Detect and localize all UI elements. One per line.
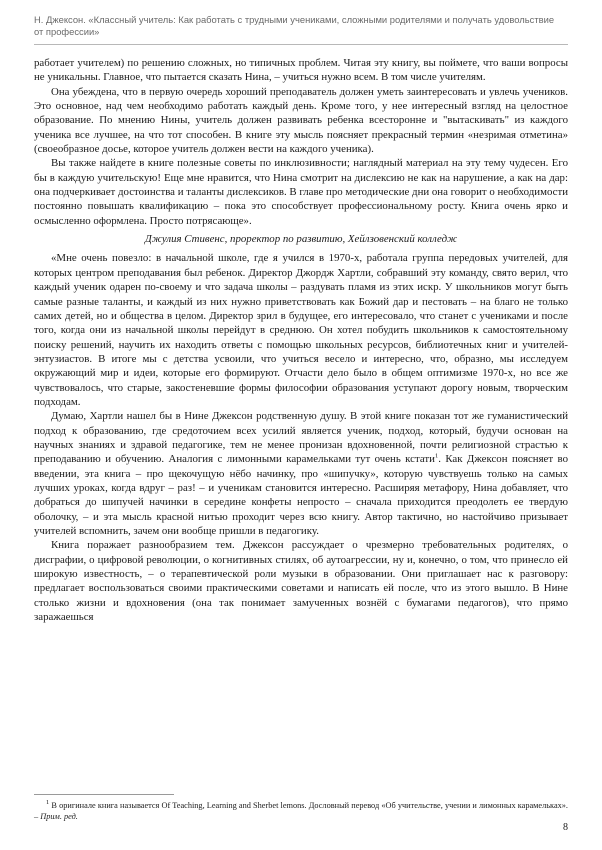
- footnote-mark: 1: [46, 799, 50, 807]
- review-attribution: Джулия Стивенс, проректор по развитию, Хейлзовенский колледж: [144, 233, 458, 246]
- paragraph-text: . Как Джексон поясняет во введении, эта книга – про щекочущую нёбо начинку, про «шипучку», которую чувствуешь только на самых лучших уроках, когда вдруг – раз! – и ученикам становится интересно. Расширяя метафору, Нина добавляет, что добраться до шипучей начинки в середине конфеты непросто – сначала приходится преодолеть ее твердую оболочку, – и эта мысль красной нитью проходит через всю книгу. Автор тактично, но настойчиво призывает учителей вспомнить, зачем они вообще пришли в педагогику.: [34, 453, 569, 537]
- page-number: 8: [563, 822, 568, 833]
- paragraph: [34, 409, 568, 538]
- footnote-text: В оригинале книга называется Of Teaching, Learning and Sherbet lemons. Дословный перевод «Об учительстве, учении и лимонных карамельках». –: [34, 801, 568, 821]
- paragraph-text: Думаю, Хартли нашел бы в Нине Джексон родственную душу. В этой книге показан тот же гуманистический подход к образованию, где средоточием всех усилий является ученик, подход, который, будучи основан на научных знаниях и здравой педагогике, тем не менее пронизан вдохновенной, почти религиозной страстью к преподаванию и обучению. Аналогия с лимонными карамельками тут очень кстати: [34, 410, 568, 466]
- editor-note: Прим. ред.: [40, 812, 78, 821]
- footnote-reference[interactable]: 1: [434, 452, 439, 460]
- footnote: [34, 800, 568, 822]
- footnote-divider: [34, 794, 174, 795]
- paragraph-continued: работает учителем) по решению сложных, но типичных проблем. Читая эту книгу, вы поймете, что ваши вопросы не уникальны. Главное, что пытается сказать Нина, – учиться нужно всем. В том числе учителям.: [34, 57, 568, 84]
- paragraph: Книга поражает разнообразием тем. Джексон рассуждает о чрезмерно требовательных родителях, о дисграфии, о цифровой революции, о когнитивных стилях, об аутоагрессии, ну и, конечно, о том, что принесло ей широкую известность, – о терапевтической роли музыки в образовании. Они приглашает нас к разговору: предлагает воспользоваться своими практическими советами и написать ей после, что из этого вышло. В Нине столько жизни и вдохновения (она так понимает замученных вознёй с бумагами педагогов), что прямо заражаешься: [34, 539, 568, 624]
- body-text: [34, 56, 568, 624]
- running-header: Н. Джексон. «Классный учитель: Как работать с трудными учениками, сложными родителями и получать удовольствие от профессии»: [34, 14, 555, 37]
- header-divider: [34, 44, 568, 45]
- paragraph: Вы также найдете в книге полезные советы по инклюзивности; наглядный материал на эту тему чудесен. Его бы в каждую учительскую! Еще мне нравится, что Нина смотрит на дислексию не как на нарушение, а как на дар: она подчеркивает достоинства и таланты дислексиков. В главе про методические дни она говорит о необходимости постоянно повышать квалификацию – пока это способствует профессиональному росту. Книга очень ярко и осмысленно оформлена. Просто потрясающе».: [34, 157, 568, 227]
- paragraph: Она убеждена, что в первую очередь хороший преподаватель должен уметь заинтересовать и увлечь учеников. Это основное, над чем необходимо работать каждый день. Кроме того, у нее интересный взгляд на целостное образование. По мнению Нины, учитель должен развивать ребенка всесторонне и "вытаскивать" из каждого ученика все лучшее, на что тот способен. В книге эту мысль поясняет прекрасный термин «незримая отметина» (своеобразное досье, которое учитель должен вести на каждого ученика).: [34, 85, 568, 156]
- paragraph: «Мне очень повезло: в начальной школе, где я учился в 1970-х, работала группа передовых учителей, для которых центром преподавания был ребенок. Директор Джордж Хартли, собравший эту команду, свято верил, что каждый ученик одарен по-своему и что задача школы – раздувать пламя из этих искр. У школьников могут быть самые разные таланты, и каждый из них нужно приветствовать как Божий дар и пестовать – на благо не только самих детей, но и общества в целом. Директор зрил в будущее, его интересовало, что станет с учениками и после того, когда они из начальной школы перейдут в среднюю. Он хотел побудить школьников к самостоятельному поиску решений, научить их находить ответы с помощью школьных ресурсов, библиотечных книг и учителей-энтузиастов. В итоге мы с детства усвоили, что учиться весело и интересно, что, образно, мы исследуем окружающий мир и идеи, которые его формируют. Отчасти дело было в общем оптимизме 1970-х, но все же чувствовалось, что старые, закостеневшие формы философии образования уступают дорогу новым, творческим подходам.: [34, 252, 568, 408]
